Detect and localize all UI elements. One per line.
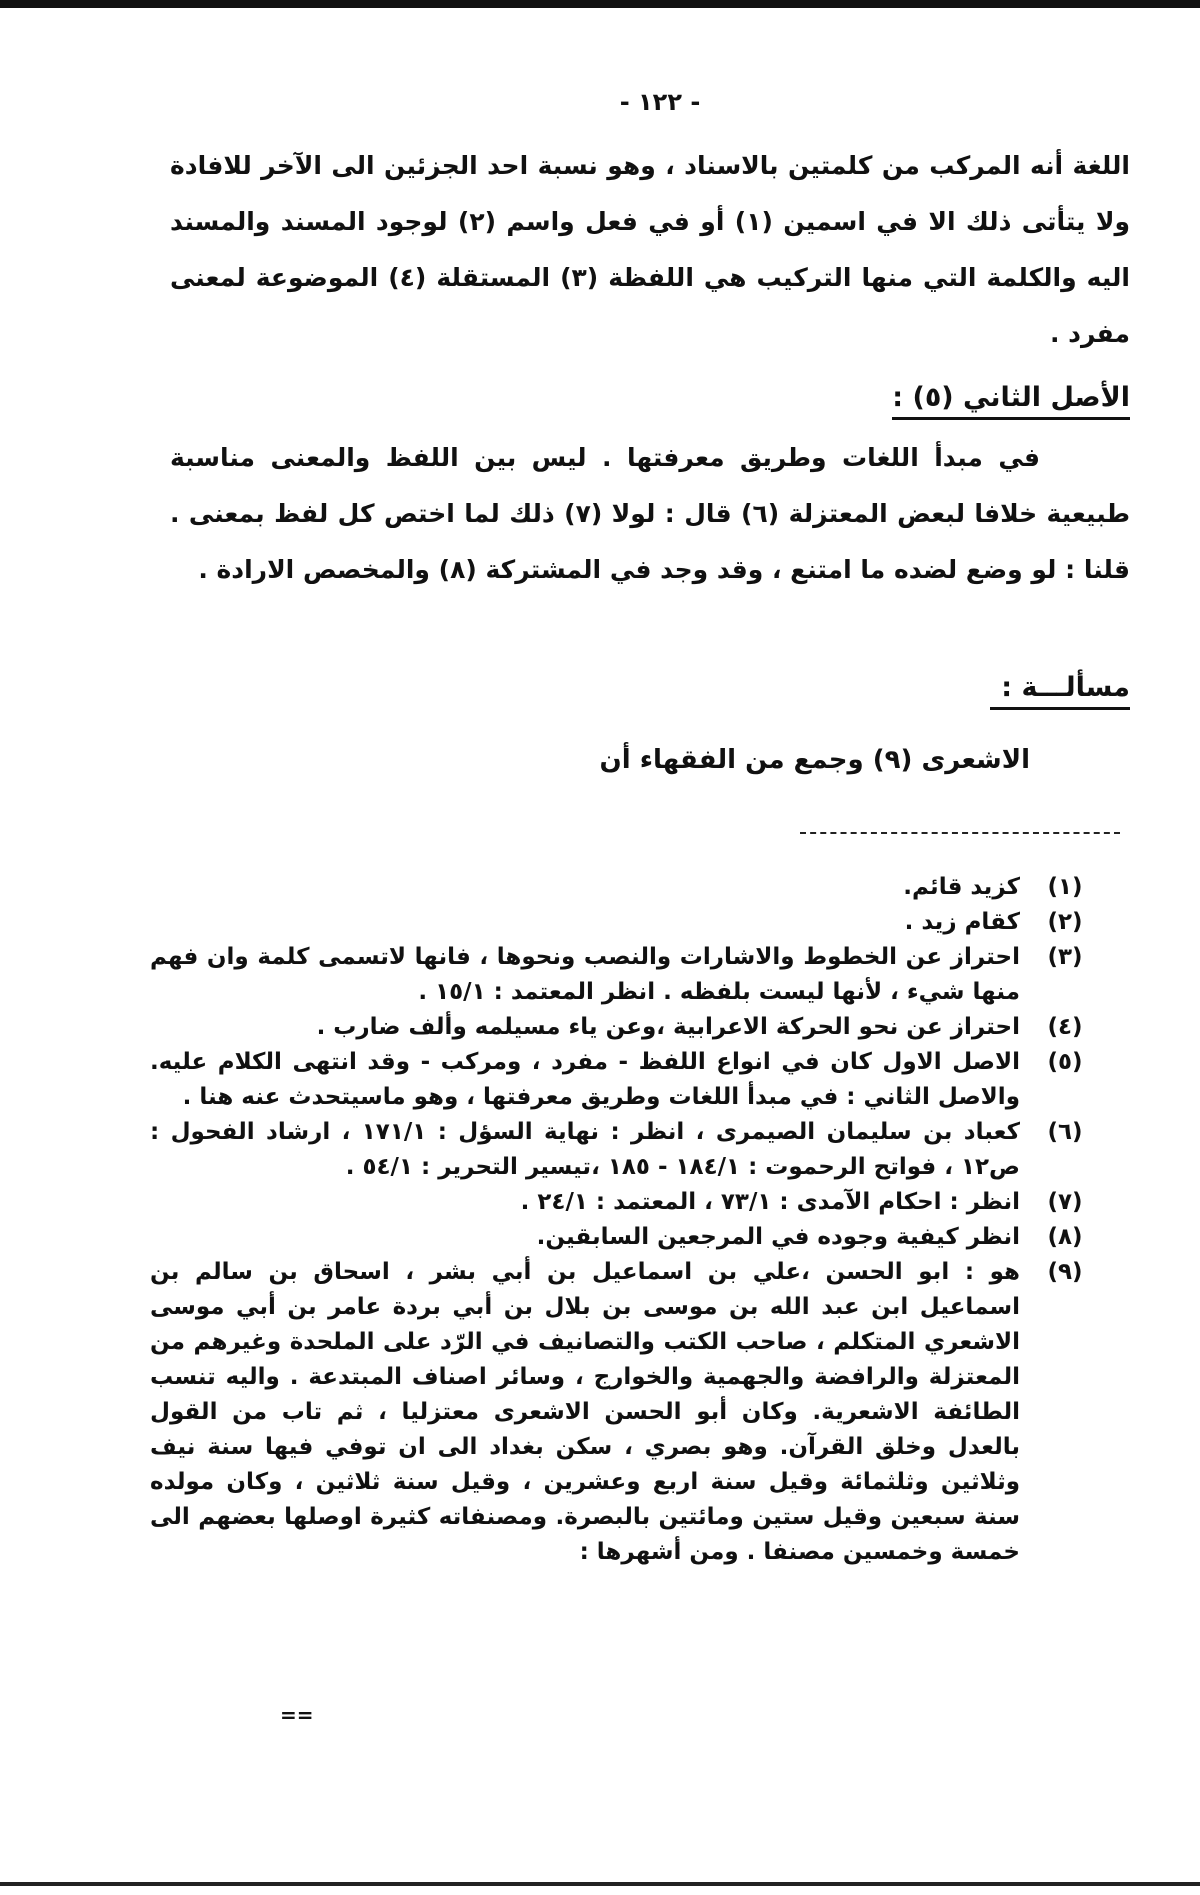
intro-paragraph: [170, 138, 1130, 362]
second-principle-paragraph: [170, 430, 1130, 598]
footnote-text: هو : ابو الحسن ،علي بن اسماعيل بن أبي بشر ، اسحاق بن سالم بن اسماعيل ابن عبد الله بن موسى بن بلال بن أبي بردة عامر بن أبي موسى الاشعري المتكلم ، صاحب الكتب والتصانيف في الرّد على الملحدة وغيرهم من المعتزلة والرافضة والجهمية والخوارج ، وسائر اصناف المبتدعة . واليه تنسب الطائفة الاشعرية. وكان أبو الحسن الاشعرى معتزليا ، ثم تاب من القول بالعدل وخلق القرآن. وهو بصري ، سكن بغداد الى ان توفي فيها سنة نيف وثلاثين وثلثمائة وقيل سنة اربع وعشرين ، وقيل سنة ثلاثين ، وكان مولده سنة سبعين وقيل ستين ومائتين بالبصرة. ومصنفاته كثيرة اوصلها بعضهم الى خمسة وخمسين مصنفا . ومن أشهرها :: [150, 1259, 1020, 1565]
footnote-8: [150, 1220, 1110, 1255]
footnote-9: [150, 1255, 1110, 1570]
footnote-text: كزيد قائم.: [903, 874, 1020, 900]
intro-text: اللغة أنه المركب من كلمتين بالاسناد ، وهو نسبة احد الجزئين الى الآخر للافادة ولا يتأتى ذلك الا في اسمين (١) أو في فعل واسم (٢) لوجود المسند والمسند اليه والكلمة التي منها التركيب هي اللفظة (٣) المستقلة (٤) الموضوعة لمعنى مفرد .: [170, 151, 1130, 348]
question-text: الاشعرى (٩) وجمع من الفقهاء أن: [599, 745, 1030, 775]
footnote-number: (٨): [1047, 1224, 1083, 1250]
footnote-text: الاصل الاول كان في انواع اللفظ - مفرد ، ومركب - وقد انتهى الكلام عليه. والاصل الثاني : في مبدأ اللغات وطريق معرفتها ، وهو ماسيتحدث عنه هنا .: [150, 1049, 1020, 1110]
footnote-1: [150, 870, 1110, 905]
footnote-number: (٦): [1047, 1119, 1083, 1145]
footnote-text: كقام زيد .: [904, 909, 1020, 935]
footnote-text: انظر كيفية وجوده في المرجعين السابقين.: [536, 1224, 1020, 1250]
footnote-number: (٤): [1047, 1014, 1083, 1040]
footnote-number: (١): [1047, 874, 1083, 900]
top-border: [0, 0, 1200, 8]
question-heading: مسألـــة :: [990, 672, 1130, 710]
footnote-text: انظر : احكام الآمدى : ٧٣/١ ، المعتمد : ٢٤/١ .: [520, 1189, 1020, 1215]
footnote-2: [150, 905, 1110, 940]
footnote-number: (٧): [1047, 1189, 1083, 1215]
second-principle-heading: الأصل الثاني (٥) :: [892, 382, 1130, 420]
footnote-number: (٥): [1047, 1049, 1083, 1075]
footnote-number: (٢): [1047, 909, 1083, 935]
footnote-text: كعباد بن سليمان الصيمرى ، انظر : نهاية السؤل : ١٧١/١ ، ارشاد الفحول : ص١٢ ، فواتح الرحموت : ١٨٤/١ - ١٨٥ ،تيسير التحرير : ٥٤/١ .: [150, 1119, 1020, 1180]
page-number: - ١٢٢ -: [619, 88, 701, 116]
second-principle-text: في مبدأ اللغات وطريق معرفتها . ليس بين اللفظ والمعنى مناسبة طبيعية خلافا لبعض المعتزلة (٦) قال : لولا (٧) ذلك لما اختص كل لفظ بمعنى . قلنا : لو وضع لضده ما امتنع ، وقد وجد في المشتركة (٨) والمخصص الارادة .: [170, 443, 1130, 584]
continuation-mark: ==: [280, 1703, 314, 1727]
footnote-number: (٣): [1047, 944, 1083, 970]
footnote-text: احتراز عن الخطوط والاشارات والنصب ونحوها ، فانها لاتسمى كلمة وان فهم منها شيء ، لأنها ليست بلفظه . انظر المعتمد : ١٥/١ .: [150, 944, 1020, 1005]
footnotes: [150, 870, 1110, 1570]
footnote-3: [150, 940, 1110, 1010]
footnote-4: [150, 1010, 1110, 1045]
footnote-number: (٩): [1047, 1259, 1083, 1285]
bottom-border: [0, 1882, 1200, 1886]
footnote-text: احتراز عن نحو الحركة الاعرابية ،وعن ياء مسيلمه وألف ضارب .: [316, 1014, 1020, 1040]
footnote-5: [150, 1045, 1110, 1115]
footnote-6: [150, 1115, 1110, 1185]
footnote-7: [150, 1185, 1110, 1220]
footnote-separator: [800, 832, 1120, 834]
